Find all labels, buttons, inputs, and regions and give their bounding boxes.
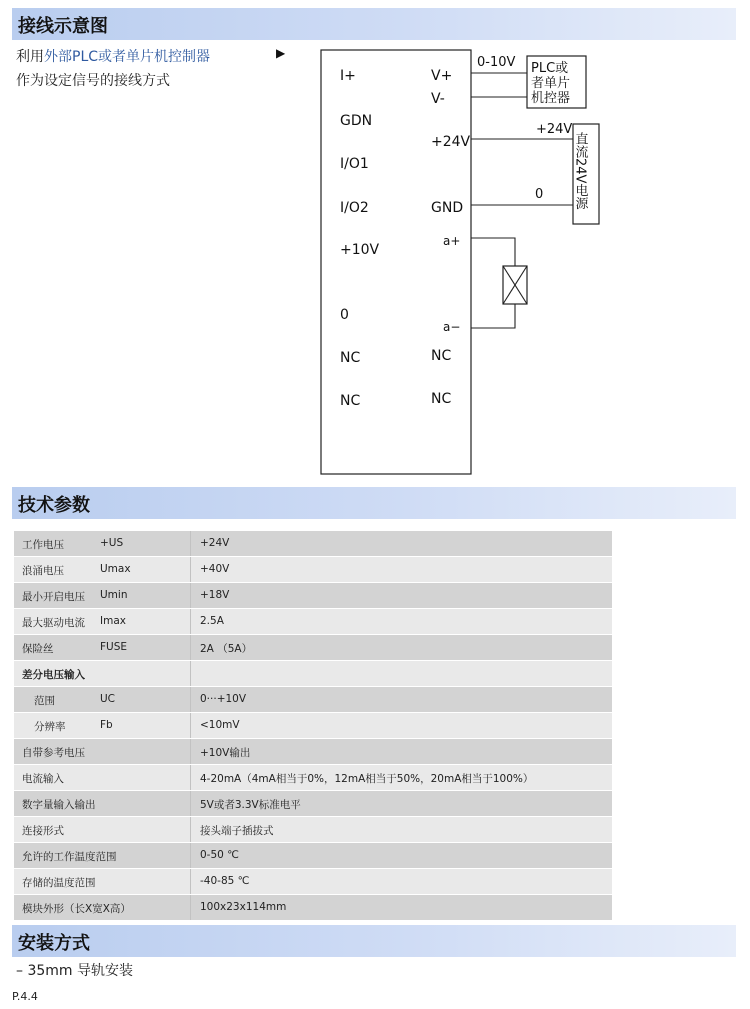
terminal-left: I+ <box>340 68 356 84</box>
table-row <box>14 869 612 895</box>
spec-table <box>14 531 612 921</box>
table-row <box>14 713 612 739</box>
param-name: 差分电压输入 <box>22 669 85 681</box>
table-row <box>14 531 612 557</box>
terminal-left: NC <box>340 350 361 366</box>
terminal-right: a− <box>443 320 461 334</box>
column-divider <box>190 869 191 894</box>
param-value: 2A （5A） <box>200 643 253 655</box>
column-divider <box>190 583 191 608</box>
table-row <box>14 895 612 921</box>
param-value: <10mV <box>200 719 240 731</box>
param-symbol: Fb <box>100 719 113 731</box>
param-value: 4-20mA（4mA相当于0%，12mA相当于50%，20mA相当于100%） <box>200 773 534 785</box>
column-divider <box>190 791 191 816</box>
param-value: +18V <box>200 589 230 601</box>
column-divider <box>190 661 191 686</box>
terminal-left: I/O2 <box>340 200 369 216</box>
wire-a-minus <box>471 304 515 328</box>
terminal-right: V- <box>431 91 445 107</box>
param-value: -40-85 ℃ <box>200 875 250 887</box>
install-item: – 35mm 导轨安装 <box>16 963 133 979</box>
terminal-left: GDN <box>340 113 373 129</box>
param-value: 100x23x114mm <box>200 901 287 913</box>
table-row <box>14 557 612 583</box>
param-value: 2.5A <box>200 615 224 627</box>
table-row <box>14 609 612 635</box>
param-symbol: Umax <box>100 563 131 575</box>
param-name: 模块外形（长X宽X高） <box>22 903 131 915</box>
table-row <box>14 817 612 843</box>
controller-label: PLC或 <box>531 61 569 76</box>
table-row <box>14 661 612 687</box>
wiring-description-line1: 利用外部PLC或者单片机控制器 <box>16 49 211 65</box>
param-name: 工作电压 <box>22 539 64 551</box>
zero-label: 0 <box>535 187 544 202</box>
terminal-left: 0 <box>340 307 349 323</box>
column-divider <box>190 817 191 842</box>
terminal-right: GND <box>431 200 464 216</box>
terminal-right: NC <box>431 391 452 407</box>
param-value: +40V <box>200 563 230 575</box>
param-symbol: Umin <box>100 589 128 601</box>
param-symbol: Imax <box>100 615 126 627</box>
param-name: 保险丝 <box>22 643 54 655</box>
table-row <box>14 765 612 791</box>
param-name: 范围 <box>34 695 55 707</box>
param-name: 最大驱动电流 <box>22 617 85 629</box>
terminal-right: a+ <box>443 234 461 248</box>
power-supply-label: 直流24V电源 <box>572 132 588 210</box>
terminal-left: +10V <box>340 242 380 258</box>
param-name: 浪涌电压 <box>22 565 64 577</box>
column-divider <box>190 739 191 764</box>
section-header-install <box>12 925 736 957</box>
param-value: 接头端子插拔式 <box>200 825 274 837</box>
page-number: P.4.4 <box>12 990 38 1003</box>
pointer-arrow-icon: ▶ <box>276 46 286 60</box>
signal-label: 0-10V <box>477 55 516 70</box>
table-row <box>14 843 612 869</box>
param-name: 允许的工作温度范围 <box>22 851 117 863</box>
param-value: +24V <box>200 537 230 549</box>
terminal-right: NC <box>431 348 452 364</box>
param-value: +10V输出 <box>200 747 251 759</box>
section-title: 安装方式 <box>18 933 90 954</box>
wiring-description-line2: 作为设定信号的接线方式 <box>16 73 170 89</box>
table-row <box>14 583 612 609</box>
column-divider <box>190 765 191 790</box>
param-value: 0···+10V <box>200 693 247 705</box>
column-divider <box>190 895 191 920</box>
column-divider <box>190 635 191 660</box>
terminal-left: NC <box>340 393 361 409</box>
column-divider <box>190 843 191 868</box>
param-name: 电流输入 <box>22 773 64 785</box>
section-title: 接线示意图 <box>18 16 108 37</box>
param-name: 最小开启电压 <box>22 591 85 603</box>
param-name: 存储的温度范围 <box>22 877 96 889</box>
column-divider <box>190 531 191 556</box>
column-divider <box>190 609 191 634</box>
column-divider <box>190 713 191 738</box>
column-divider <box>190 557 191 582</box>
table-row <box>14 635 612 661</box>
controller-label: 机控器 <box>531 91 571 106</box>
table-row <box>14 791 612 817</box>
terminal-right: +24V <box>431 134 471 150</box>
terminal-left: I/O1 <box>340 156 369 172</box>
param-symbol: UC <box>100 693 116 705</box>
plus24-label: +24V <box>536 122 573 137</box>
table-row <box>14 739 612 765</box>
param-value: 0-50 ℃ <box>200 849 239 861</box>
section-title: 技术参数 <box>18 495 90 516</box>
param-name: 自带参考电压 <box>22 747 85 759</box>
column-divider <box>190 687 191 712</box>
terminal-right: V+ <box>431 68 453 84</box>
param-name: 连接形式 <box>22 825 64 837</box>
param-name: 分辨率 <box>34 721 66 733</box>
param-value: 5V或者3.3V标准电平 <box>200 799 301 811</box>
param-symbol: +US <box>100 537 124 549</box>
param-name: 数字量输入输出 <box>22 799 96 811</box>
table-row <box>14 687 612 713</box>
param-symbol: FUSE <box>100 641 128 653</box>
controller-label: 者单片 <box>531 76 571 91</box>
wire-a-plus <box>471 238 515 266</box>
section-header-specs <box>12 487 736 519</box>
